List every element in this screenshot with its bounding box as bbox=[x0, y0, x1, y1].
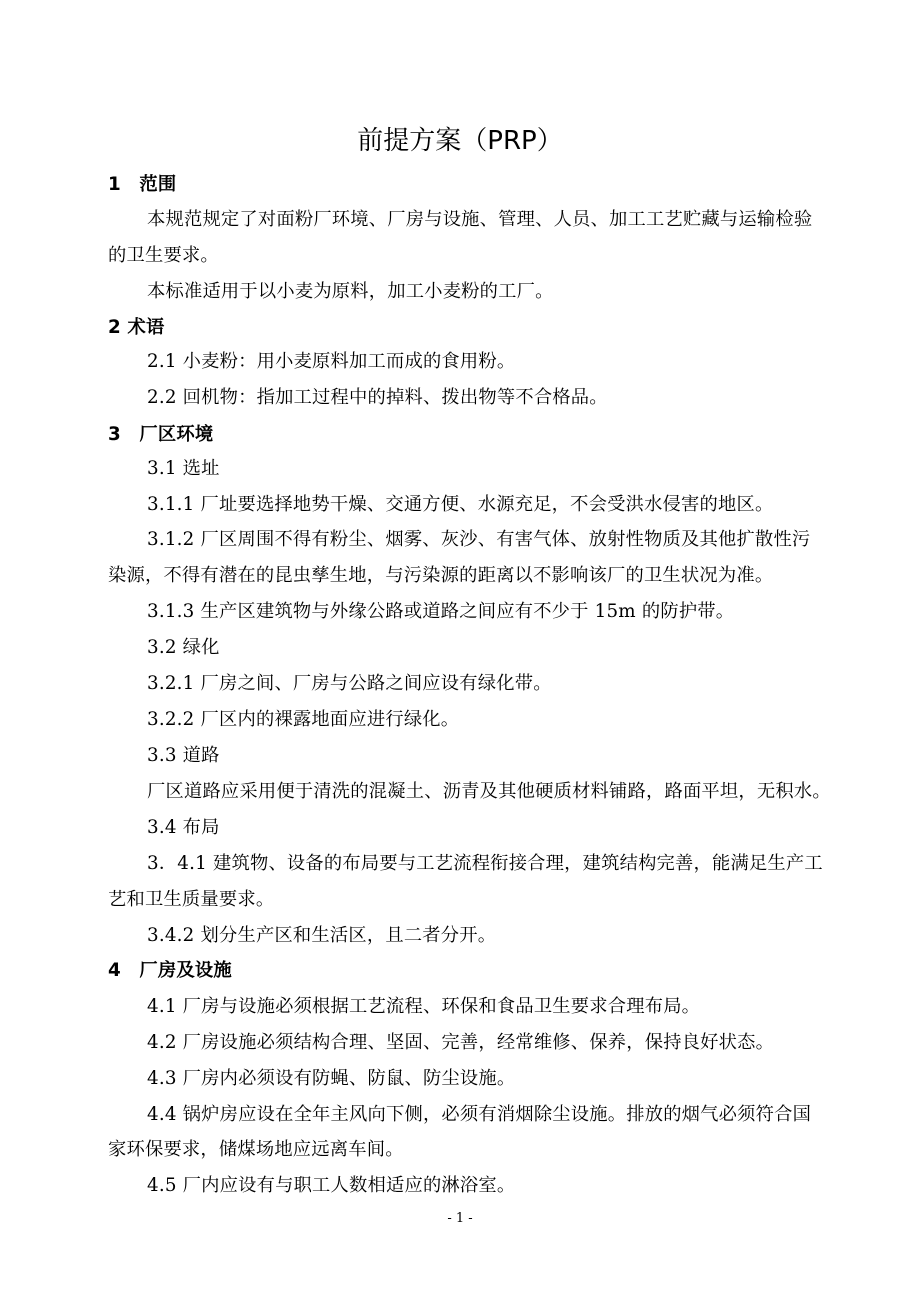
page-number: - 1 - bbox=[447, 1211, 473, 1226]
section-heading: 4 厂房及设施 bbox=[108, 960, 232, 981]
paragraph-line: 4.3 厂房内必须设有防蝇、防鼠、防尘设施。 bbox=[147, 1068, 516, 1089]
paragraph-line: 3.1.1 厂址要选择地势干燥、交通方便、水源充足，不会受洪水侵害的地区。 bbox=[147, 494, 774, 515]
paragraph-line: 3.2 绿化 bbox=[147, 637, 220, 658]
paragraph-line: 的卫生要求。 bbox=[108, 245, 219, 266]
paragraph-line: 3.1.2 厂区周围不得有粉尘、烟雾、灰沙、有害气体、放射性物质及其他扩散性污 bbox=[147, 529, 811, 550]
paragraph-line: 3.4 布局 bbox=[147, 817, 220, 838]
paragraph-line: 艺和卫生质量要求。 bbox=[108, 889, 275, 910]
paragraph-line: 3.4.2 划分生产区和生活区，且二者分开。 bbox=[147, 925, 497, 946]
paragraph-line: 3.3 道路 bbox=[147, 745, 220, 766]
paragraph-line: 3.2.1 厂房之间、厂房与公路之间应设有绿化带。 bbox=[147, 673, 552, 694]
section-heading: 3 厂区环境 bbox=[108, 424, 214, 445]
paragraph-line: 染源，不得有潜在的昆虫孳生地，与污染源的距离以不影响该厂的卫生状况为准。 bbox=[108, 565, 774, 586]
paragraph-line: 4.5 厂内应设有与职工人数相适应的淋浴室。 bbox=[147, 1175, 516, 1196]
paragraph-line: 厂区道路应采用便于清洗的混凝土、沥青及其他硬质材料铺路，路面平坦，无积水。 bbox=[147, 781, 831, 802]
paragraph-line: 本标准适用于以小麦为原料，加工小麦粉的工厂。 bbox=[147, 281, 554, 302]
paragraph-line: 3.2.2 厂区内的裸露地面应进行绿化。 bbox=[147, 709, 460, 730]
paragraph-line: 本规范规定了对面粉厂环境、厂房与设施、管理、人员、加工工艺贮藏与运输检验 bbox=[147, 209, 813, 230]
section-heading: 1 范围 bbox=[108, 174, 177, 195]
paragraph-line: 3．4.1 建筑物、设备的布局要与工艺流程衔接合理，建筑结构完善，能满足生产工 bbox=[147, 853, 823, 874]
paragraph-line: 4.2 厂房设施必须结构合理、坚固、完善，经常维修、保养，保持良好状态。 bbox=[147, 1032, 775, 1053]
paragraph-line: 4.1 厂房与设施必须根据工艺流程、环保和食品卫生要求合理布局。 bbox=[147, 996, 701, 1017]
paragraph-line: 家环保要求，储煤场地应远离车间。 bbox=[108, 1139, 404, 1160]
section-heading: 2 术语 bbox=[108, 317, 165, 338]
paragraph-line: 4.4 锅炉房应设在全年主风向下侧，必须有消烟除尘设施。排放的烟气必须符合国 bbox=[147, 1104, 812, 1125]
paragraph-line: 3.1 选址 bbox=[147, 458, 220, 479]
paragraph-line: 2.2 回机物：指加工过程中的掉料、拨出物等不合格品。 bbox=[147, 387, 608, 408]
document-title: 前提方案（PRP） bbox=[357, 126, 563, 156]
paragraph-line: 2.1 小麦粉：用小麦原料加工而成的食用粉。 bbox=[147, 351, 516, 372]
paragraph-line: 3.1.3 生产区建筑物与外缘公路或道路之间应有不少于 15m 的防护带。 bbox=[147, 601, 735, 622]
